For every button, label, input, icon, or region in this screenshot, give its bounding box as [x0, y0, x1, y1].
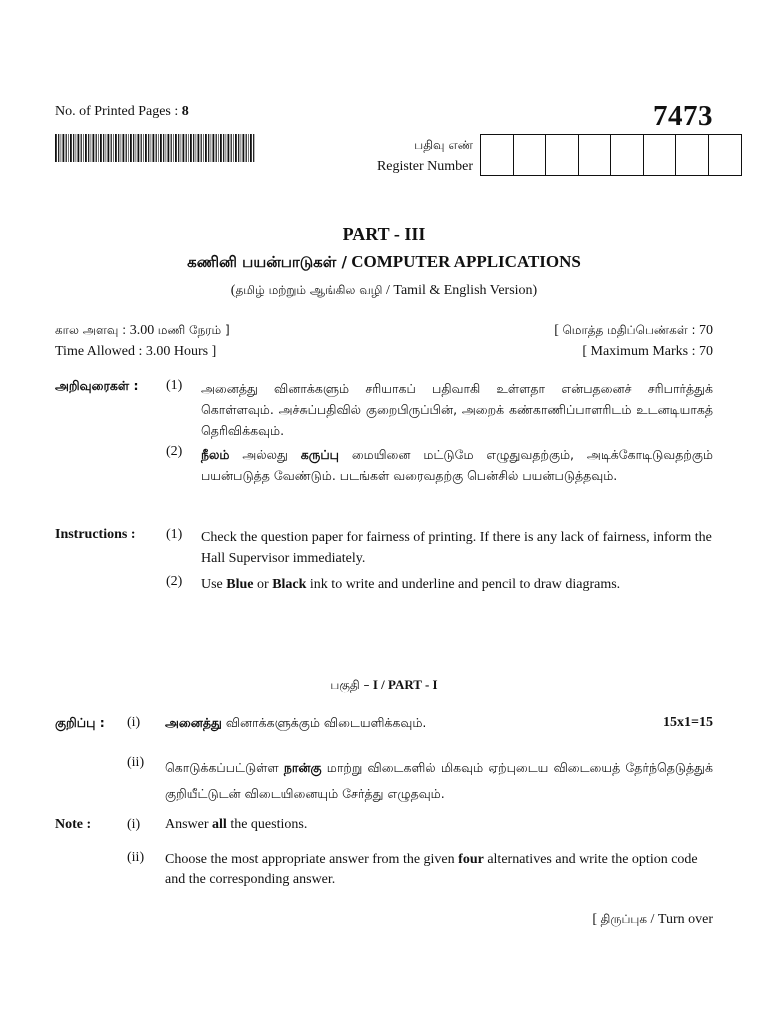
turn-over-tamil: திருப்புக	[600, 912, 647, 926]
barcode-bar	[163, 134, 164, 162]
note-english-four: four	[458, 852, 484, 867]
time-allowed-tamil	[55, 320, 230, 341]
time-allowed	[55, 320, 230, 362]
note-tamil-four: நான்கு	[283, 760, 322, 775]
part-one-english: I / PART - I	[372, 677, 438, 692]
note-english-item1-rest: the questions.	[230, 817, 308, 832]
barcode-bar	[235, 134, 237, 162]
instructions-english-item2-number: (2)	[166, 574, 183, 589]
marks-value-tamil: 70	[699, 323, 713, 338]
turn-over-bracket: [	[592, 912, 597, 927]
instructions-english-use: Use	[201, 577, 223, 592]
section-marks: 15x1=15	[663, 715, 713, 730]
printed-pages-value: 8	[181, 104, 189, 119]
maximum-marks-english: [ Maximum Marks : 70	[582, 344, 713, 359]
barcode-bar	[63, 134, 65, 162]
barcode-bar	[100, 134, 102, 162]
marks-open-bracket: [	[554, 323, 559, 338]
time-label-tamil: கால அளவு :	[55, 323, 127, 337]
barcode-bar	[228, 134, 230, 162]
barcode-bar	[108, 134, 110, 162]
barcode-bar	[183, 134, 185, 162]
instructions-tamil-item1-number: (1)	[166, 378, 183, 393]
part-one-tamil: பகுதி –	[330, 678, 370, 692]
barcode-bar	[196, 134, 197, 162]
note-english-item2	[165, 850, 713, 890]
barcode-bar	[113, 134, 114, 162]
register-number-boxes[interactable]	[480, 134, 742, 176]
barcode-bar	[201, 134, 202, 162]
register-digit-box[interactable]	[481, 135, 514, 175]
instructions-tamil-blue: நீலம்	[201, 447, 230, 462]
barcode-bar	[118, 134, 119, 162]
barcode-bar	[130, 134, 132, 162]
barcode-bar	[166, 134, 167, 162]
medium-version	[0, 283, 768, 299]
barcode-bar	[181, 134, 182, 162]
barcode-bar	[61, 134, 62, 162]
barcode-bar	[76, 134, 77, 162]
version-open: (	[230, 283, 236, 298]
barcode-bar	[160, 134, 162, 162]
note-english-item1-number: (i)	[127, 817, 141, 832]
note-english-item2-rest: alternatives and write the option code and the corresponding answer.	[165, 852, 698, 887]
barcode-bar	[178, 134, 179, 162]
note-tamil-item2	[165, 755, 713, 807]
instructions-english-item1: Check the question paper for fairness of printing. If there is any lack of fairness, inform the Hall Supervisor immediately.	[201, 530, 712, 566]
barcode-bar	[231, 134, 232, 162]
barcode-bar	[121, 134, 122, 162]
version-english: / Tamil & English Version)	[386, 283, 538, 298]
instructions-english-black: Black	[272, 577, 307, 592]
barcode-bar	[158, 134, 159, 162]
barcode-bar	[233, 134, 234, 162]
barcode-bar	[103, 134, 104, 162]
barcode-bar	[78, 134, 80, 162]
part-one-heading	[0, 677, 768, 694]
barcode	[55, 134, 255, 162]
barcode-bar	[253, 134, 254, 162]
note-tamil-item1-number: (i)	[127, 715, 141, 730]
register-digit-box[interactable]	[579, 135, 612, 175]
barcode-bar	[193, 134, 194, 162]
maximum-marks	[554, 320, 713, 362]
barcode-bar	[128, 134, 129, 162]
barcode-bar	[203, 134, 204, 162]
register-digit-box[interactable]	[644, 135, 677, 175]
printed-pages	[55, 104, 189, 120]
note-tamil-item1-rest: வினாக்களுக்கும் விடையளிக்கவும்.	[225, 715, 427, 730]
barcode-bar	[106, 134, 107, 162]
marks-label-tamil: மொத்த மதிப்பெண்கள் :	[562, 323, 696, 337]
instructions-english-label: Instructions :	[55, 527, 136, 542]
barcode-bar	[123, 134, 125, 162]
barcode-bar	[55, 134, 57, 162]
turn-over-english: / Turn over	[650, 912, 713, 927]
barcode-bar	[211, 134, 212, 162]
time-value-tamil: 3.00	[129, 323, 155, 338]
note-tamil-item1	[165, 715, 426, 732]
instructions-english-item1-number: (1)	[166, 527, 183, 542]
barcode-bar	[190, 134, 192, 162]
barcode-bar	[126, 134, 127, 162]
note-tamil-all: அனைத்து	[165, 715, 222, 730]
barcode-bar	[188, 134, 189, 162]
barcode-bar	[133, 134, 134, 162]
barcode-bar	[96, 134, 97, 162]
barcode-bar	[243, 134, 245, 162]
barcode-bar	[213, 134, 215, 162]
barcode-bar	[58, 134, 59, 162]
barcode-bar	[153, 134, 155, 162]
instructions-tamil-item2-rest: மையினை மட்டுமே எழுதுவதற்கும், அடிக்கோடிடுவதற்கும் பயன்படுத்த வேண்டும். படங்கள் வரைவதற்கு பென்சில் பயன்படுத்தவும்.	[201, 447, 713, 483]
barcode-bar	[250, 134, 252, 162]
maximum-marks-tamil	[554, 320, 713, 341]
note-tamil-item2-pre: கொடுக்கப்பட்டுள்ள	[165, 760, 279, 775]
part-title: PART - III	[342, 224, 426, 244]
barcode-bar	[216, 134, 217, 162]
barcode-bar	[171, 134, 172, 162]
time-unit-tamil: மணி நேரம் ]	[157, 323, 230, 337]
barcode-bar	[68, 134, 69, 162]
turn-over	[592, 912, 713, 928]
instructions-english-blue: Blue	[226, 577, 254, 592]
barcode-bar	[173, 134, 174, 162]
barcode-bar	[81, 134, 82, 162]
barcode-bar	[88, 134, 89, 162]
barcode-bar	[248, 134, 249, 162]
barcode-bar	[208, 134, 209, 162]
barcode-bar	[205, 134, 207, 162]
instructions-english-or: or	[257, 577, 269, 592]
barcode-bar	[83, 134, 84, 162]
instructions-english-item2-rest: ink to write and underline and pencil to draw diagrams.	[309, 577, 621, 592]
note-tamil-item2-number: (ii)	[127, 755, 145, 770]
register-digit-box[interactable]	[514, 135, 547, 175]
barcode-bar	[111, 134, 112, 162]
barcode-bar	[241, 134, 242, 162]
barcode-bar	[136, 134, 137, 162]
register-label-tamil: பதிவு எண்	[414, 138, 473, 152]
barcode-bar	[246, 134, 247, 162]
barcode-bar	[226, 134, 227, 162]
barcode-bar	[85, 134, 87, 162]
barcode-bar	[141, 134, 142, 162]
barcode-bar	[138, 134, 140, 162]
note-english-item2-pre: Choose the most appropriate answer from the given	[165, 852, 455, 867]
barcode-bar	[145, 134, 147, 162]
barcode-bar	[151, 134, 152, 162]
barcode-bar	[220, 134, 222, 162]
subject-title-english: COMPUTER APPLICATIONS	[351, 252, 581, 271]
paper-code: 7473	[653, 100, 713, 132]
note-english-all: all	[212, 817, 227, 832]
register-digit-box[interactable]	[546, 135, 579, 175]
instructions-tamil-item1: அனைத்து வினாக்களும் சரியாகப் பதிவாகி உள்ளதா என்பதனைச் சரிபார்த்துக் கொள்ளவும். அச்சுப்பதிவில் குறைபிருப்பின், அறைக் கண்காணிப்பாளரிடம் உடனடியாகத் தெரிவிக்கவும்.	[201, 381, 713, 438]
instructions-tamil-item2-number: (2)	[166, 444, 183, 459]
barcode-bar	[223, 134, 224, 162]
register-digit-box[interactable]	[709, 135, 742, 175]
barcode-bar	[143, 134, 144, 162]
subject-title	[0, 252, 768, 273]
barcode-bar	[148, 134, 149, 162]
register-digit-box[interactable]	[676, 135, 709, 175]
instructions-tamil-label: அறிவுரைகள் :	[55, 378, 139, 393]
register-digit-box[interactable]	[611, 135, 644, 175]
barcode-bar	[115, 134, 117, 162]
version-tamil: தமிழ் மற்றும் ஆங்கில வழி	[235, 283, 383, 297]
instructions-tamil-item2	[201, 444, 713, 486]
note-tamil-label: குறிப்பு :	[55, 715, 105, 730]
barcode-bar	[98, 134, 99, 162]
barcode-bar	[218, 134, 219, 162]
note-english-item1	[165, 817, 307, 833]
barcode-bar	[70, 134, 72, 162]
register-number-label	[377, 134, 473, 178]
printed-pages-label: No. of Printed Pages :	[55, 104, 179, 119]
note-tamil-item2-rest: மாற்று விடைகளில் மிகவும் ஏற்புடைய விடையைத் தேர்ந்தெடுத்துக் குறியீட்டுடன் விடையினையும் சேர்த்து எழுதவும்.	[165, 760, 713, 801]
instructions-english-item2	[201, 574, 713, 595]
subject-title-tamil: கணினி பயன்பாடுகள் /	[187, 253, 347, 271]
barcode-bar	[66, 134, 67, 162]
barcode-bar	[168, 134, 170, 162]
barcode-bar	[175, 134, 177, 162]
barcode-bar	[93, 134, 95, 162]
note-english-item2-number: (ii)	[127, 850, 145, 865]
barcode-bar	[91, 134, 92, 162]
instructions-tamil-or: அல்லது	[242, 447, 288, 462]
barcode-bar	[186, 134, 187, 162]
note-english-label: Note :	[55, 817, 92, 832]
barcode-bar	[198, 134, 200, 162]
barcode-bar	[238, 134, 239, 162]
barcode-bar	[156, 134, 157, 162]
time-allowed-english: Time Allowed : 3.00 Hours ]	[55, 344, 217, 359]
barcode-bar	[73, 134, 74, 162]
instructions-tamil-black: கருப்பு	[300, 447, 339, 462]
register-label-english: Register Number	[376, 159, 473, 174]
note-english-answer: Answer	[165, 817, 209, 832]
